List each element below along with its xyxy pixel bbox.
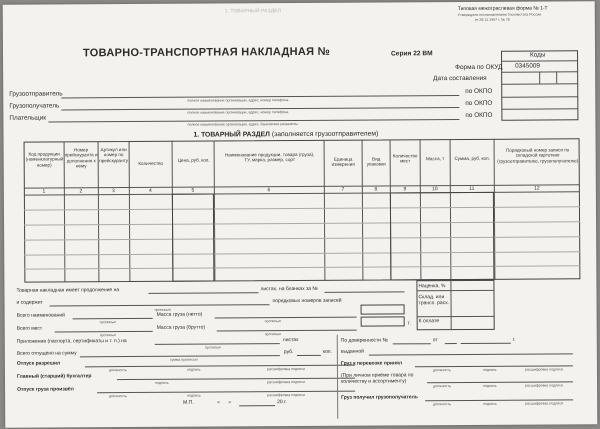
to-pay-label: К оплате [418,318,440,325]
words-hint: прописью [204,345,222,350]
okpo-label-shipper: по ОКПО [465,87,493,95]
col-number: 8 [374,186,378,193]
signature-hint: подпись [483,401,497,406]
shipped-by-label: Отпуск груза произвёл [17,386,74,393]
col-number: 6 [267,187,271,194]
position-hint: должность [432,368,451,373]
continuation-label: Товарная накладная имеет продолжение на [16,287,120,294]
okud-value: 0345009 [515,62,541,70]
signature-hint: подпись [155,380,169,385]
col-number: 2 [79,188,83,195]
words-hint: прописью [99,320,116,325]
total-names-label: Всего наименований [16,312,65,319]
col-header-2: Номер прейскуранта и дополнения к нему [64,147,98,169]
col-number: 11 [469,185,475,192]
markup-label: Наценка, % [418,283,446,290]
mass-gross-label: Масса груза (брутто) [156,324,206,331]
decode-hint: расшифровка подписи [525,383,563,388]
form-type-label: Типовая межотраслевая форма № 1-Т [457,5,548,13]
col-number: 9 [403,186,407,193]
faded-section-header: 1. ТОВАРНЫЙ РАЗДЕЛ [224,8,281,15]
signature-hint: подпись [187,393,201,398]
position-hint: должность [433,402,452,407]
position-hint: должность [109,394,127,399]
sheets-label: листах [282,337,299,344]
shipper-hint: полное наименование организации, адрес, номер телефона [187,98,289,103]
stamp-label: М.П. [183,399,194,406]
okud-label: Форма по ОКУД [455,63,503,72]
contains-label: и содержит [16,299,43,306]
places-box [361,316,405,326]
date-quote: « » [217,399,232,406]
okpo-label-consignee: по ОКПО [465,99,493,107]
approval-line-2: от 28.11.1997 г. № 78 [474,17,510,22]
page-title: ТОВАРНО-ТРАНСПОРТНАЯ НАКЛАДНАЯ № [82,45,331,60]
col-header-5: Цена, руб. коп. [177,157,210,163]
decode-hint: расшифровка подписи [267,379,305,385]
consignee-hint: полное наименование организации, адрес, номер телефона [187,110,289,115]
position-hint: должность [433,384,451,389]
series-label: Серия 22 ВМ [390,50,433,58]
waybill-form [3,1,598,428]
decode-hint: расшифровка подписи [525,401,564,406]
mass-box [361,304,405,314]
col-number: 10 [432,186,438,193]
section-title: 1. ТОВАРНЫЙ РАЗДЕЛ (заполняется грузоотправителем) [193,130,379,139]
poa-from-label: от [432,337,438,344]
signature-hint: подпись [483,383,497,388]
rub-label: руб. [283,349,294,356]
mass-net-label: Масса груза (нетто) [156,311,203,318]
issued-label: выданной [340,348,364,355]
date-label: Дата составления [433,74,487,83]
released-sum-label: Всего отпущено на сумму [16,350,77,357]
position-hint: должность [108,368,127,373]
col-header-6: Наименование продукции, товара (груза), ТУ, марка, размер, сорт [224,151,315,163]
words-hint: прописью [154,307,171,312]
records-label: порядковых номеров записей [272,297,342,305]
tons-label: т. [407,320,411,327]
words-hint: прописью [264,319,281,324]
decode-hint: расшифровка подписи [524,367,563,372]
consignee-label: Грузополучатель [9,102,60,110]
poa-year-label: г. [512,336,516,343]
col-header-10: Масса, т [426,156,445,162]
approval-line-1: Утверждена постановлением Госкомстата России [457,12,542,18]
signature-hint: подпись [482,367,497,372]
col-header-7: Единица измерения [331,156,355,168]
col-number: 5 [191,187,195,194]
payer-label: Плательщик [9,114,47,122]
col-header-11: Сумма, руб. коп. [454,155,490,162]
accountant-label: Главный (старший) бухгалтер [16,373,92,380]
personal-acceptance-note: (При личном приёме товара по количеству и ассортименту) [340,372,414,385]
decode-hint: расшифровка подписи [267,392,306,398]
col-number: 1 [42,188,46,195]
received-label: Груз получил грузополучатель [341,394,418,401]
poa-label: По доверенности № [340,337,388,344]
words-hint: прописью [264,332,282,337]
decode-hint: расшифровка подписи [266,366,305,372]
kop-label: коп. [322,348,332,355]
payer-hint: полное наименование организации, адрес, банковские реквизиты [187,122,298,127]
col-number: 3 [111,188,115,195]
year-label: 20 г. [277,399,287,406]
col-header-12: Порядковый номер записи по складской картотеке (грузоотправителю, грузополучателю) [497,147,579,164]
col-number: 7 [341,186,345,193]
signature-hint: подпись [186,367,201,372]
released-by-label: Отпуск разрешил [16,360,61,367]
col-header-4: Количество [138,160,164,166]
accepted-label: Груз к перевозке принял [340,360,403,367]
okpo-label-payer: по ОКПО [465,111,493,119]
col-header-8: Вид упаковки [366,156,386,167]
col-header-3: Артикул или номер по прейскуранту [99,147,129,163]
sheets-on-blanks-label: листах, на бланках за № [260,285,318,293]
col-number: 4 [148,187,152,194]
codes-header: Коды [530,51,546,59]
col-header-9: Количество мест [392,153,418,164]
col-header-1: Код продукции (номенклатурный номер) [25,151,64,168]
shipper-label: Грузоотправитель [9,90,63,98]
col-number: 12 [534,185,540,192]
attachment-label: Приложение (паспорта, сертификаты и т. п.) на [16,338,127,345]
warehouse-label: Склад. или трансп. расх. [418,294,450,307]
sum-words-hint: сумма прописью [169,357,198,362]
words-hint: прописью [99,333,117,338]
total-places-label: Всего мест [16,325,43,332]
